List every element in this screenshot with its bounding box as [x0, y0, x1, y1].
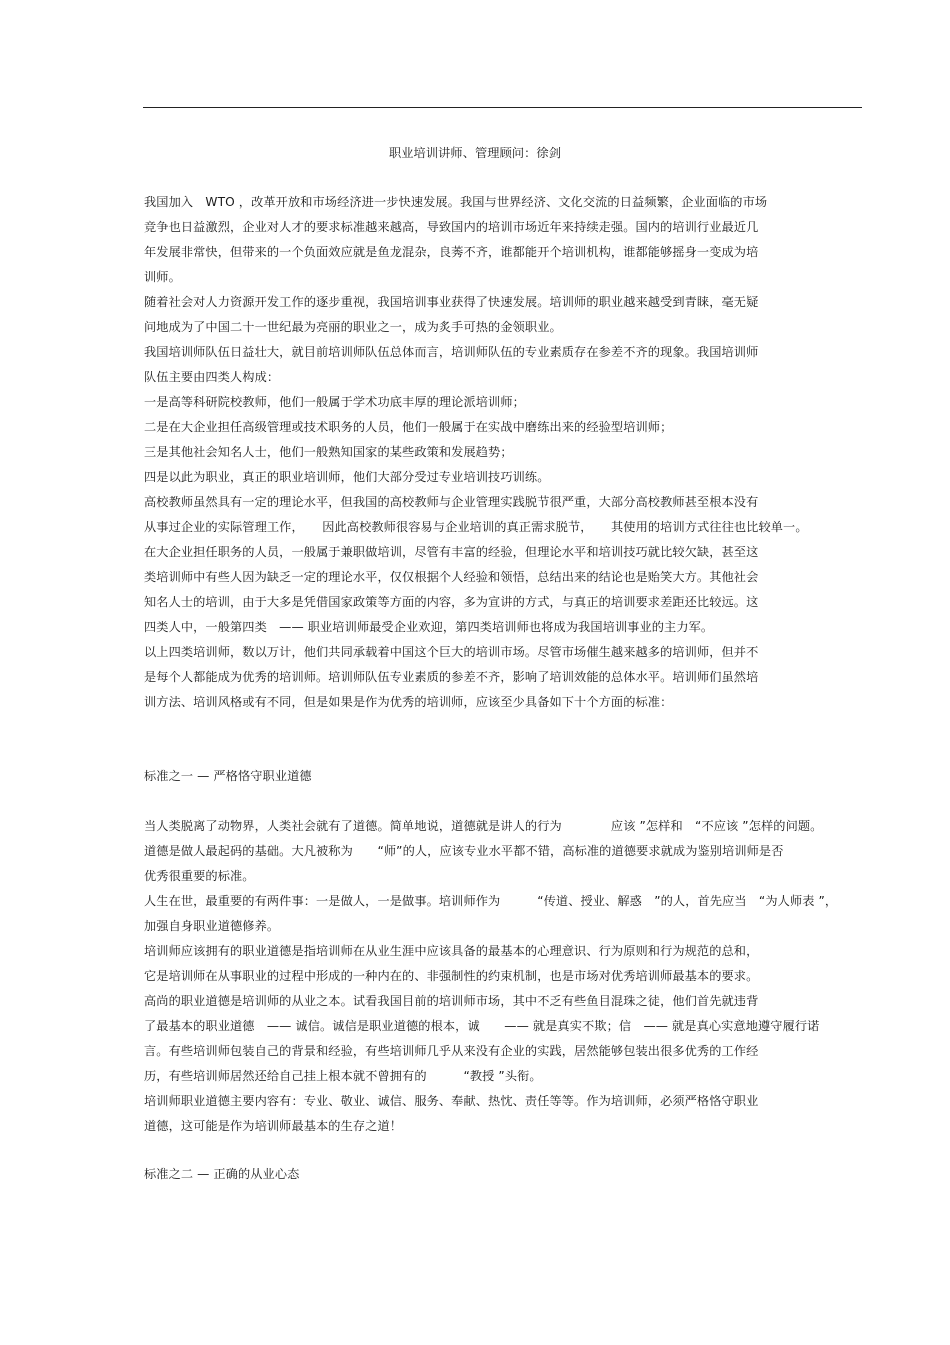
paragraph-line: 历，有些培训师居然还给自己挂上根本就不曾拥有的 “教授 ”头衔。 — [144, 1069, 542, 1083]
paragraph-line: 年发展非常快，但带来的一个负面效应就是鱼龙混杂，良莠不齐，谁都能开个培训机构，谁都能够摇身一变成为培 — [144, 245, 759, 259]
paragraph-line: 道德，这可能是作为培训师最基本的生存之道！ — [144, 1119, 403, 1133]
paragraph-line: 竞争也日益激烈，企业对人才的要求标准越来越高，导致国内的培训市场近年来持续走强。国内的培训行业最近几 — [144, 220, 759, 234]
paragraph-line: 言。有些培训师包装自己的背景和经验，有些培训师几乎从来没有企业的实践，居然能够包装出很多优秀的工作经 — [144, 1044, 759, 1058]
paragraph-line: 四类人中，一般第四类 —— 职业培训师最受企业欢迎，第四类培训师也将成为我国培训事业的主力军。 — [144, 620, 714, 634]
paragraph-line: 加强自身职业道德修养。 — [144, 919, 280, 933]
page-header: 职业培训讲师、管理顾问：徐剑 — [388, 146, 562, 160]
list-item: 一是高等科研院校教师，他们一般属于学术功底丰厚的理论派培训师； — [144, 395, 525, 409]
paragraph-line: 我国加入 WTO ，改革开放和市场经济进一步快速发展。我国与世界经济、文化交流的日益频繁，企业面临的市场 — [144, 195, 768, 209]
paragraph-line: 高校教师虽然具有一定的理论水平，但我国的高校教师与企业管理实践脱节很严重，大部分高校教师甚至根本没有 — [144, 495, 759, 509]
paragraph-line: 训师。 — [144, 270, 181, 284]
paragraph-line: 从事过企业的实际管理工作， 因此高校教师很容易与企业培训的真正需求脱节， 其使用的培训方式往往也比较单一。 — [144, 520, 808, 534]
paragraph-line: 队伍主要由四类人构成： — [144, 370, 280, 384]
paragraph-line: 类培训师中有些人因为缺乏一定的理论水平，仅仅根据个人经验和领悟，总结出来的结论也是贻笑大方。其他社会 — [144, 570, 759, 584]
list-item: 二是在大企业担任高级管理或技术职务的人员，他们一般属于在实战中磨练出来的经验型培训师； — [144, 420, 673, 434]
paragraph-line: 随着社会对人力资源开发工作的逐步重视，我国培训事业获得了快速发展。培训师的职业越来越受到青睐，毫无疑 — [144, 295, 759, 309]
paragraph-line: 以上四类培训师，数以万计，他们共同承载着中国这个巨大的培训市场。尽管市场催生越来越多的培训师，但并不 — [144, 645, 759, 659]
paragraph-line: 培训师应该拥有的职业道德是指培训师在从业生涯中应该具备的最基本的心理意识、行为原则和行为规范的总和， — [144, 944, 759, 958]
paragraph-line: 人生在世，最重要的有两件事：一是做人，一是做事。培训师作为 “传道、授业、解惑 ”的人，首先应当 “为人师表 ”， — [144, 894, 838, 908]
list-item: 三是其他社会知名人士，他们一般熟知国家的某些政策和发展趋势； — [144, 445, 513, 459]
section-heading-1: 标准之一 — 严格恪守职业道德 — [144, 769, 312, 783]
paragraph-line: 我国培训师队伍日益壮大，就目前培训师队伍总体而言，培训师队伍的专业素质存在参差不齐的现象。我国培训师 — [144, 345, 759, 359]
paragraph-line: 道德是做人最起码的基础。大凡被称为 “师”的人，应该专业水平都不错，高标准的道德要求就成为鉴别培训师是否 — [144, 844, 784, 858]
paragraph-line: 它是培训师在从事职业的过程中形成的一种内在的、非强制性的约束机制，也是市场对优秀培训师最基本的要求。 — [144, 969, 759, 983]
paragraph-line: 培训师职业道德主要内容有：专业、敬业、诚信、服务、奉献、热忱、责任等等。作为培训师，必须严格恪守职业 — [144, 1094, 759, 1108]
list-item: 四是以此为职业，真正的职业培训师，他们大部分受过专业培训技巧训练。 — [144, 470, 550, 484]
paragraph-line: 了最基本的职业道德 —— 诚信。诚信是职业道德的根本，诚 —— 就是真实不欺；信 —— 就是真心实意地遵守履行诺 — [144, 1019, 820, 1033]
paragraph-line: 当人类脱离了动物界，人类社会就有了道德。简单地说，道德就是讲人的行为 应该 ”怎样和 “不应该 ”怎样的问题。 — [144, 819, 823, 833]
header-rule — [143, 107, 862, 108]
section-heading-2: 标准之二 — 正确的从业心态 — [144, 1167, 300, 1181]
paragraph-line: 知名人士的培训，由于大多是凭借国家政策等方面的内容，多为宣讲的方式，与真正的培训要求差距还比较远。这 — [144, 595, 759, 609]
paragraph-line: 在大企业担任职务的人员，一般属于兼职做培训，尽管有丰富的经验，但理论水平和培训技巧就比较欠缺，甚至这 — [144, 545, 759, 559]
paragraph-line: 是每个人都能成为优秀的培训师。培训师队伍专业素质的参差不齐，影响了培训效能的总体水平。培训师们虽然培 — [144, 670, 759, 684]
paragraph-line: 问地成为了中国二十一世纪最为亮丽的职业之一，成为炙手可热的金领职业。 — [144, 320, 562, 334]
paragraph-line: 高尚的职业道德是培训师的从业之本。试看我国目前的培训师市场，其中不乏有些鱼目混珠之徒，他们首先就违背 — [144, 994, 759, 1008]
paragraph-line: 优秀很重要的标准。 — [144, 869, 255, 883]
paragraph-line: 训方法、培训风格或有不同，但是如果是作为优秀的培训师，应该至少具备如下十个方面的标准： — [144, 695, 673, 709]
